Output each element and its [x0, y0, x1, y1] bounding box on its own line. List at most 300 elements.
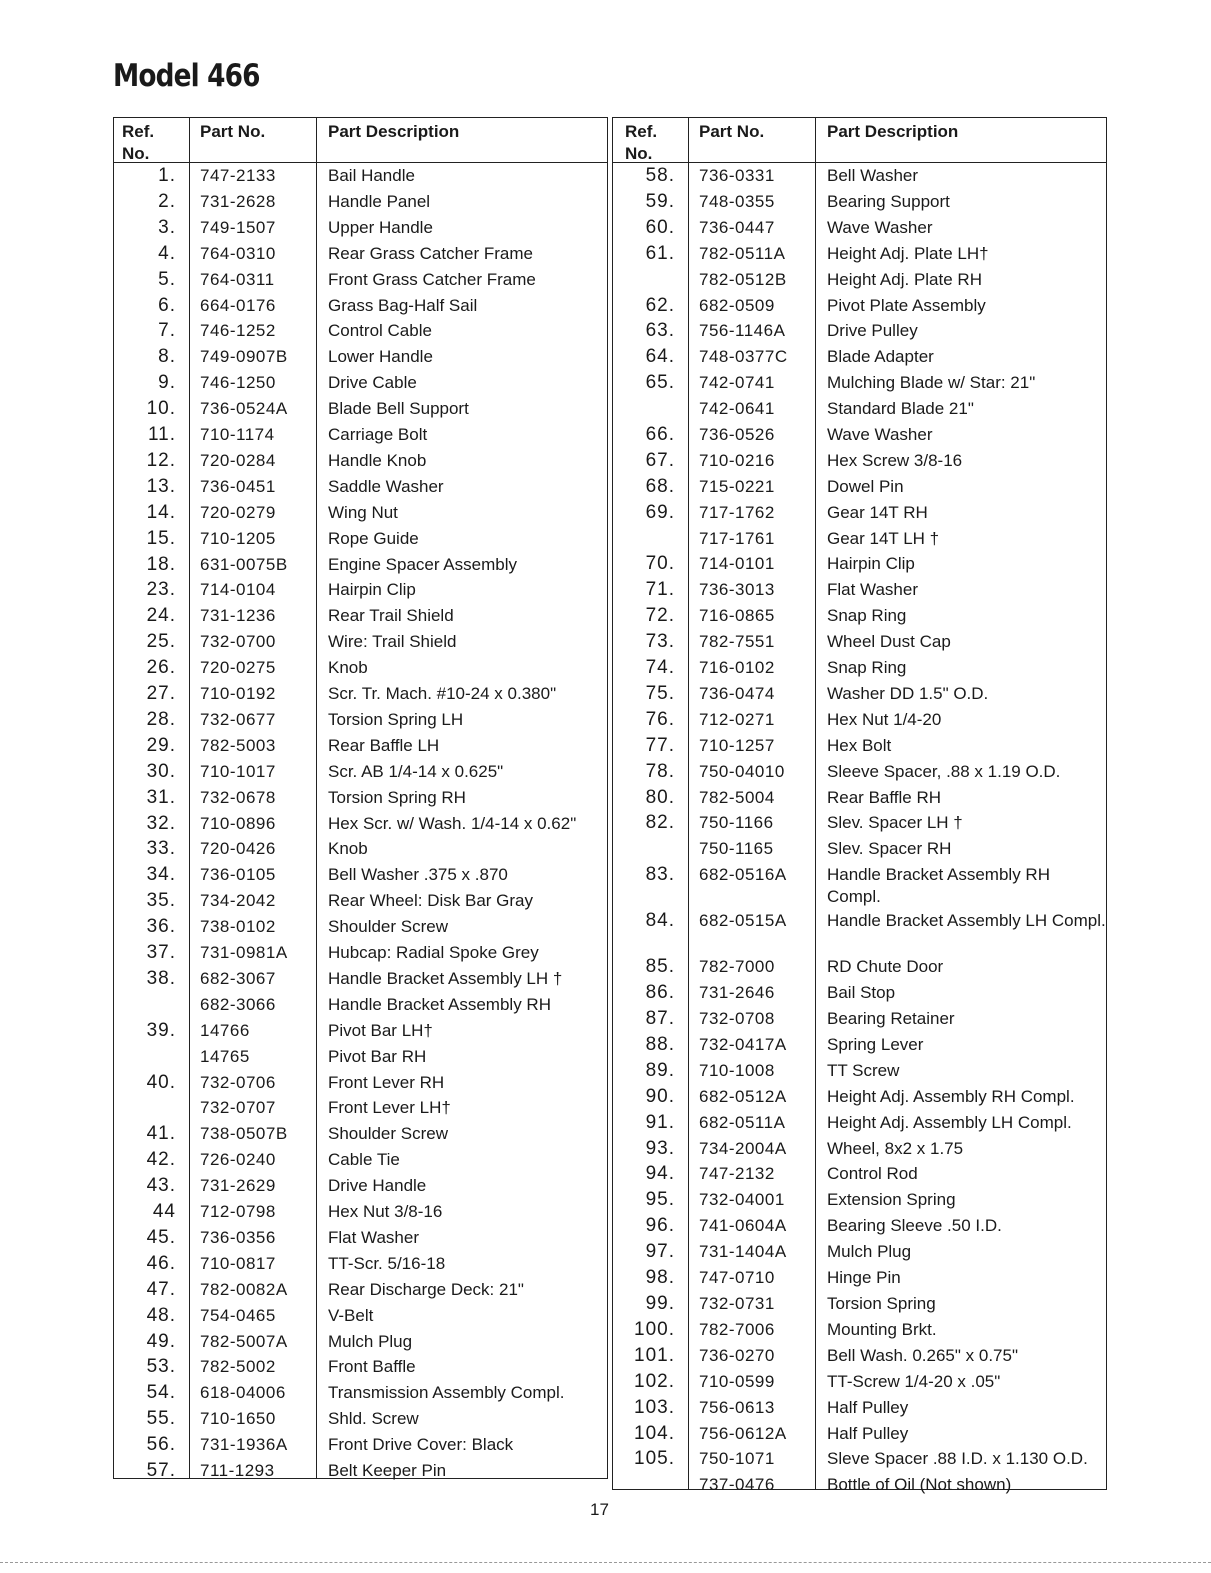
- part-description: Control Cable: [328, 321, 432, 340]
- header-ref-line2: No.: [122, 144, 150, 163]
- part-number: 717-1761: [699, 529, 775, 548]
- part-number: 738-0102: [200, 917, 276, 936]
- part-description: TT-Screw 1/4-20 x .05": [827, 1372, 1001, 1391]
- ref-number: 18.: [146, 554, 176, 575]
- ref-number: 14.: [146, 502, 176, 523]
- part-description: Wave Washer: [827, 425, 933, 444]
- ref-number: 73.: [645, 631, 675, 652]
- part-description: Dowel Pin: [827, 477, 904, 496]
- part-number: 749-1507: [200, 218, 276, 237]
- part-number: 14766: [200, 1021, 250, 1040]
- ref-number: 64.: [645, 346, 675, 367]
- part-description: Hinge Pin: [827, 1268, 901, 1287]
- part-description: Pivot Bar LH†: [328, 1021, 433, 1040]
- part-description: Height Adj. Plate LH†: [827, 244, 989, 263]
- part-number: 782-5004: [699, 788, 775, 807]
- part-description: Wave Washer: [827, 218, 933, 237]
- part-description: Front Grass Catcher Frame: [328, 270, 536, 289]
- ref-number: 97.: [645, 1241, 675, 1262]
- part-description: Torsion Spring LH: [328, 710, 464, 729]
- ref-number: 82.: [645, 812, 675, 833]
- ref-number: 42.: [146, 1149, 176, 1170]
- column-divider: [688, 118, 689, 1489]
- part-number: 618-04006: [200, 1383, 286, 1402]
- ref-number: 101.: [634, 1345, 675, 1366]
- part-description: Handle Panel: [328, 192, 431, 211]
- part-number: 726-0240: [200, 1150, 276, 1169]
- part-description: Grass Bag-Half Sail: [328, 296, 478, 315]
- part-number: 750-1165: [699, 839, 774, 858]
- ref-number: 89.: [645, 1060, 675, 1081]
- part-number: 682-0516A: [699, 865, 787, 884]
- part-number: 710-1017: [200, 762, 276, 781]
- part-number: 710-1008: [699, 1061, 775, 1080]
- header-ref: [625, 121, 657, 165]
- part-description: Rear Grass Catcher Frame: [328, 244, 533, 263]
- ref-number: 35.: [146, 890, 176, 911]
- part-number: 736-0331: [699, 166, 775, 185]
- part-description: Gear 14T LH †: [827, 529, 940, 548]
- part-number: 732-0700: [200, 632, 276, 651]
- part-number: 710-0817: [200, 1254, 276, 1273]
- part-description: Flat Washer: [827, 580, 919, 599]
- part-number: 736-0451: [200, 477, 276, 496]
- parts-table-left: [113, 117, 608, 1479]
- part-number: 750-1166: [699, 813, 774, 832]
- header-ref: [122, 121, 154, 165]
- ref-number: 88.: [645, 1034, 675, 1055]
- ref-number: 53.: [146, 1356, 176, 1377]
- part-number: 741-0604A: [699, 1216, 787, 1235]
- part-number: 710-0216: [699, 451, 775, 470]
- part-description: Bail Handle: [328, 166, 415, 185]
- ref-number: 75.: [645, 683, 675, 704]
- part-number: 715-0221: [699, 477, 775, 496]
- part-number: 682-0515A: [699, 911, 787, 930]
- part-description: Hex Screw 3/8-16: [827, 451, 963, 470]
- part-description: Snap Ring: [827, 658, 907, 677]
- part-description: Wire: Trail Shield: [328, 632, 457, 651]
- part-description: Sleeve Spacer, .88 x 1.19 O.D.: [827, 762, 1061, 781]
- part-description: Slev. Spacer LH †: [827, 813, 963, 832]
- ref-number: 23.: [146, 579, 176, 600]
- ref-number: 13.: [146, 476, 176, 497]
- part-description: Upper Handle: [328, 218, 433, 237]
- part-number: 710-0192: [200, 684, 276, 703]
- part-number: 732-0677: [200, 710, 276, 729]
- part-number: 742-0641: [699, 399, 775, 418]
- ref-number: 68.: [645, 476, 675, 497]
- ref-number: 87.: [645, 1008, 675, 1029]
- part-number: 764-0311: [200, 270, 275, 289]
- part-description: Wing Nut: [328, 503, 398, 522]
- part-number: 734-2004A: [699, 1139, 787, 1158]
- part-description: Height Adj. Plate RH: [827, 270, 982, 289]
- part-number: 782-7006: [699, 1320, 775, 1339]
- part-description: Height Adj. Assembly RH Compl.: [827, 1087, 1075, 1106]
- part-number: 749-0907B: [200, 347, 288, 366]
- part-description: Pivot Plate Assembly: [827, 296, 986, 315]
- part-number: 732-0708: [699, 1009, 775, 1028]
- ref-number: 102.: [634, 1371, 675, 1392]
- ref-number: 6.: [158, 295, 176, 316]
- ref-number: 1.: [158, 165, 176, 186]
- part-number: 682-0512A: [699, 1087, 787, 1106]
- part-number: 747-2132: [699, 1164, 775, 1183]
- header-divider: [114, 162, 607, 163]
- part-description: Wheel Dust Cap: [827, 632, 951, 651]
- part-number: 712-0798: [200, 1202, 276, 1221]
- ref-number: 40.: [146, 1072, 176, 1093]
- part-number: 714-0101: [699, 554, 775, 573]
- part-description: Handle Bracket Assembly LH Compl.: [827, 911, 1106, 930]
- part-description: Bell Washer .375 x .870: [328, 865, 508, 884]
- part-number: 710-1650: [200, 1409, 276, 1428]
- part-number: 736-0524A: [200, 399, 288, 418]
- part-number: 712-0271: [699, 710, 775, 729]
- part-number: 731-0981A: [200, 943, 288, 962]
- ref-number: 36.: [146, 916, 176, 937]
- part-number: 720-0279: [200, 503, 276, 522]
- part-description: Front Lever RH: [328, 1073, 445, 1092]
- part-description: RD Chute Door: [827, 957, 944, 976]
- part-number: 736-0270: [699, 1346, 775, 1365]
- part-number: 736-0474: [699, 684, 775, 703]
- part-number: 714-0104: [200, 580, 276, 599]
- part-number: 731-2628: [200, 192, 276, 211]
- ref-number: 27.: [146, 683, 176, 704]
- ref-number: 63.: [645, 320, 675, 341]
- part-number: 750-1071: [699, 1449, 775, 1468]
- ref-number: 70.: [645, 553, 675, 574]
- ref-number: 3.: [158, 217, 176, 238]
- part-description: Front Drive Cover: Black: [328, 1435, 514, 1454]
- ref-number: 69.: [645, 502, 675, 523]
- part-number: 731-2629: [200, 1176, 276, 1195]
- part-description: Scr. Tr. Mach. #10-24 x 0.380": [328, 684, 557, 703]
- part-number: 782-7000: [699, 957, 775, 976]
- part-description: Hairpin Clip: [328, 580, 416, 599]
- ref-number: 105.: [634, 1448, 675, 1469]
- ref-number: 49.: [146, 1331, 176, 1352]
- page-bottom-rule: [0, 1562, 1211, 1563]
- ref-number: 39.: [146, 1020, 176, 1041]
- part-description: Drive Handle: [328, 1176, 427, 1195]
- part-description: Front Lever LH†: [328, 1098, 451, 1117]
- column-divider: [189, 118, 190, 1478]
- ref-number: 94.: [645, 1163, 675, 1184]
- part-number: 631-0075B: [200, 555, 288, 574]
- header-part-description: Part Description: [328, 122, 460, 141]
- part-number: 732-0678: [200, 788, 276, 807]
- part-number: 738-0507B: [200, 1124, 288, 1143]
- part-number: 716-0865: [699, 606, 775, 625]
- column-divider: [815, 118, 816, 1489]
- part-description: Half Pulley: [827, 1424, 909, 1443]
- page-title: Model 466: [113, 58, 260, 94]
- page-number: 17: [590, 1500, 609, 1519]
- ref-number: 65.: [645, 372, 675, 393]
- part-number: 664-0176: [200, 296, 276, 315]
- part-description: Washer DD 1.5" O.D.: [827, 684, 989, 703]
- part-description: Handle Bracket Assembly RH Compl.: [827, 865, 1050, 906]
- part-description: Snap Ring: [827, 606, 907, 625]
- part-number: 710-0599: [699, 1372, 775, 1391]
- part-number: 732-0707: [200, 1098, 276, 1117]
- part-description: Front Baffle: [328, 1357, 416, 1376]
- part-number: 682-0511A: [699, 1113, 786, 1132]
- part-number: 756-0612A: [699, 1424, 787, 1443]
- part-description: Transmission Assembly Compl.: [328, 1383, 565, 1402]
- ref-number: 10.: [146, 398, 176, 419]
- ref-number: 84.: [645, 910, 675, 931]
- part-number: 756-1146A: [699, 321, 786, 340]
- part-description: Bearing Sleeve .50 I.D.: [827, 1216, 1002, 1235]
- part-description: Torsion Spring: [827, 1294, 936, 1313]
- part-description: Saddle Washer: [328, 477, 444, 496]
- part-number: 782-7551: [699, 632, 775, 651]
- part-description: Knob: [328, 658, 368, 677]
- ref-number: 5.: [158, 269, 176, 290]
- part-number: 736-0356: [200, 1228, 276, 1247]
- part-description: Control Rod: [827, 1164, 918, 1183]
- part-description: TT-Scr. 5/16-18: [328, 1254, 446, 1273]
- part-description: Belt Keeper Pin: [328, 1461, 447, 1480]
- part-description: Drive Cable: [328, 373, 417, 392]
- ref-number: 46.: [146, 1253, 176, 1274]
- ref-number: 61.: [645, 243, 675, 264]
- ref-number: 15.: [146, 528, 176, 549]
- part-description: Shoulder Screw: [328, 917, 449, 936]
- ref-number: 56.: [146, 1434, 176, 1455]
- parts-table-right: [612, 117, 1107, 1494]
- part-description: Rear Baffle RH: [827, 788, 942, 807]
- ref-number: 98.: [645, 1267, 675, 1288]
- ref-number: 72.: [645, 605, 675, 626]
- part-number: 782-0082A: [200, 1280, 288, 1299]
- part-number: 731-1236: [200, 606, 276, 625]
- part-number: 782-0511A: [699, 244, 786, 263]
- part-description: Handle Bracket Assembly RH: [328, 995, 551, 1014]
- part-description: Flat Washer: [328, 1228, 420, 1247]
- part-description: Drive Pulley: [827, 321, 918, 340]
- ref-number: 4.: [158, 243, 176, 264]
- ref-number: 77.: [645, 735, 675, 756]
- part-number: 782-0512B: [699, 270, 787, 289]
- part-description: Bail Stop: [827, 983, 896, 1002]
- part-description: Handle Bracket Assembly LH †: [328, 969, 563, 988]
- ref-number: 31.: [146, 787, 176, 808]
- ref-number: 37.: [146, 942, 176, 963]
- ref-number: 24.: [146, 605, 176, 626]
- ref-number: 99.: [645, 1293, 675, 1314]
- ref-number: 9.: [158, 372, 176, 393]
- ref-number: 28.: [146, 709, 176, 730]
- part-number: 710-1174: [200, 425, 275, 444]
- part-number: 720-0426: [200, 839, 276, 858]
- part-description: Bell Wash. 0.265" x 0.75": [827, 1346, 1018, 1365]
- part-description: Mulch Plug: [328, 1332, 413, 1351]
- part-description: Cable Tie: [328, 1150, 400, 1169]
- part-number: 737-0476: [699, 1475, 775, 1494]
- ref-number: 44: [152, 1201, 176, 1222]
- ref-number: 43.: [146, 1175, 176, 1196]
- ref-number: 62.: [645, 295, 675, 316]
- part-number: 710-1205: [200, 529, 276, 548]
- part-number: 710-1257: [699, 736, 775, 755]
- part-number: 732-0731: [699, 1294, 775, 1313]
- part-description: Height Adj. Assembly LH Compl.: [827, 1113, 1072, 1132]
- part-description: Rope Guide: [328, 529, 419, 548]
- part-description: Shoulder Screw: [328, 1124, 449, 1143]
- ref-number: 55.: [146, 1408, 176, 1429]
- part-description: V-Belt: [328, 1306, 374, 1325]
- part-number: 747-2133: [200, 166, 276, 185]
- ref-number: 11.: [147, 424, 176, 445]
- ref-number: 95.: [645, 1189, 675, 1210]
- column-divider: [316, 118, 317, 1478]
- header-ref-line2: No.: [625, 144, 653, 163]
- part-description: Bottle of Oil (Not shown): [827, 1475, 1012, 1494]
- ref-number: 45.: [146, 1227, 176, 1248]
- part-description: Hex Bolt: [827, 736, 892, 755]
- part-description: Shld. Screw: [328, 1409, 419, 1428]
- part-description: Hairpin Clip: [827, 554, 915, 573]
- part-description: Standard Blade 21": [827, 399, 974, 418]
- ref-number: 58.: [645, 165, 675, 186]
- part-description: Carriage Bolt: [328, 425, 428, 444]
- ref-number: 90.: [645, 1086, 675, 1107]
- part-description: Lower Handle: [328, 347, 433, 366]
- part-description: Bell Washer: [827, 166, 919, 185]
- ref-number: 48.: [146, 1305, 176, 1326]
- part-number: 736-0447: [699, 218, 775, 237]
- ref-number: 76.: [645, 709, 675, 730]
- part-number: 782-5007A: [200, 1332, 288, 1351]
- ref-number: 86.: [645, 982, 675, 1003]
- part-number: 717-1762: [699, 503, 775, 522]
- ref-number: 100.: [634, 1319, 675, 1340]
- ref-number: 59.: [645, 191, 675, 212]
- part-description: Pivot Bar RH: [328, 1047, 427, 1066]
- part-number: 731-1404A: [699, 1242, 787, 1261]
- ref-number: 85.: [645, 956, 675, 977]
- ref-number: 96.: [645, 1215, 675, 1236]
- part-number: 782-5003: [200, 736, 276, 755]
- part-description: Sleve Spacer .88 I.D. x 1.130 O.D.: [827, 1449, 1088, 1468]
- ref-number: 8.: [158, 346, 176, 367]
- ref-number: 93.: [645, 1138, 675, 1159]
- ref-number: 38.: [146, 968, 176, 989]
- header-ref-line1: Ref.: [625, 122, 658, 141]
- part-number: 731-2646: [699, 983, 775, 1002]
- part-description: Wheel, 8x2 x 1.75: [827, 1139, 964, 1158]
- part-description: Scr. AB 1/4-14 x 0.625": [328, 762, 504, 781]
- part-description: Blade Bell Support: [328, 399, 469, 418]
- ref-number: 67.: [645, 450, 675, 471]
- part-description: Torsion Spring RH: [328, 788, 466, 807]
- part-number: 682-3066: [200, 995, 276, 1014]
- part-number: 736-0105: [200, 865, 276, 884]
- ref-number: 12.: [146, 450, 176, 471]
- header-ref-line1: Ref.: [122, 122, 155, 141]
- part-number: 732-0417A: [699, 1035, 787, 1054]
- part-description: Mulching Blade w/ Star: 21": [827, 373, 1036, 392]
- part-description: Extension Spring: [827, 1190, 956, 1209]
- part-number: 748-0355: [699, 192, 775, 211]
- part-number: 732-0706: [200, 1073, 276, 1092]
- part-description: Rear Baffle LH: [328, 736, 440, 755]
- ref-number: 103.: [634, 1397, 675, 1418]
- part-number: 711-1293: [200, 1461, 275, 1480]
- part-number: 782-5002: [200, 1357, 276, 1376]
- ref-number: 30.: [146, 761, 176, 782]
- ref-number: 57.: [146, 1460, 176, 1481]
- ref-number: 74.: [645, 657, 675, 678]
- part-number: 754-0465: [200, 1306, 276, 1325]
- part-number: 736-3013: [699, 580, 775, 599]
- part-description: Rear Wheel: Disk Bar Gray: [328, 891, 533, 910]
- ref-number: 66.: [645, 424, 675, 445]
- part-description: Half Pulley: [827, 1398, 909, 1417]
- part-number: 736-0526: [699, 425, 775, 444]
- part-description: Hex Nut 3/8-16: [328, 1202, 443, 1221]
- ref-number: 7.: [158, 320, 176, 341]
- part-description: Engine Spacer Assembly: [328, 555, 517, 574]
- part-description: Hex Nut 1/4-20: [827, 710, 942, 729]
- ref-number: 104.: [634, 1423, 675, 1444]
- part-number: 750-04010: [699, 762, 785, 781]
- part-number: 742-0741: [699, 373, 775, 392]
- header-part-no: Part No.: [200, 122, 266, 141]
- ref-number: 41.: [146, 1123, 176, 1144]
- part-number: 682-3067: [200, 969, 276, 988]
- part-number: 746-1250: [200, 373, 276, 392]
- header-divider: [613, 162, 1106, 163]
- part-number: 14765: [200, 1047, 250, 1066]
- part-number: 756-0613: [699, 1398, 775, 1417]
- part-description: Spring Lever: [827, 1035, 924, 1054]
- ref-number: 80.: [645, 787, 675, 808]
- ref-number: 33.: [146, 838, 176, 859]
- ref-number: 54.: [146, 1382, 176, 1403]
- part-description: Handle Knob: [328, 451, 427, 470]
- part-number: 746-1252: [200, 321, 276, 340]
- part-description: Hex Scr. w/ Wash. 1/4-14 x 0.62": [328, 814, 577, 833]
- part-description: Hubcap: Radial Spoke Grey: [328, 943, 539, 962]
- part-number: 734-2042: [200, 891, 276, 910]
- part-description: Mulch Plug: [827, 1242, 912, 1261]
- ref-number: 25.: [146, 631, 176, 652]
- ref-number: 78.: [645, 761, 675, 782]
- part-description: Blade Adapter: [827, 347, 934, 366]
- part-number: 748-0377C: [699, 347, 788, 366]
- ref-number: 47.: [146, 1279, 176, 1300]
- part-description: TT Screw: [827, 1061, 900, 1080]
- part-number: 747-0710: [699, 1268, 775, 1287]
- part-description: Mounting Brkt.: [827, 1320, 937, 1339]
- ref-number: 26.: [146, 657, 176, 678]
- part-description: Knob: [328, 839, 368, 858]
- ref-number: 91.: [645, 1112, 675, 1133]
- part-number: 710-0896: [200, 814, 276, 833]
- part-number: 732-04001: [699, 1190, 785, 1209]
- part-number: 682-0509: [699, 296, 775, 315]
- ref-number: 71.: [645, 579, 675, 600]
- part-number: 731-1936A: [200, 1435, 288, 1454]
- ref-number: 34.: [146, 864, 176, 885]
- ref-number: 32.: [146, 813, 176, 834]
